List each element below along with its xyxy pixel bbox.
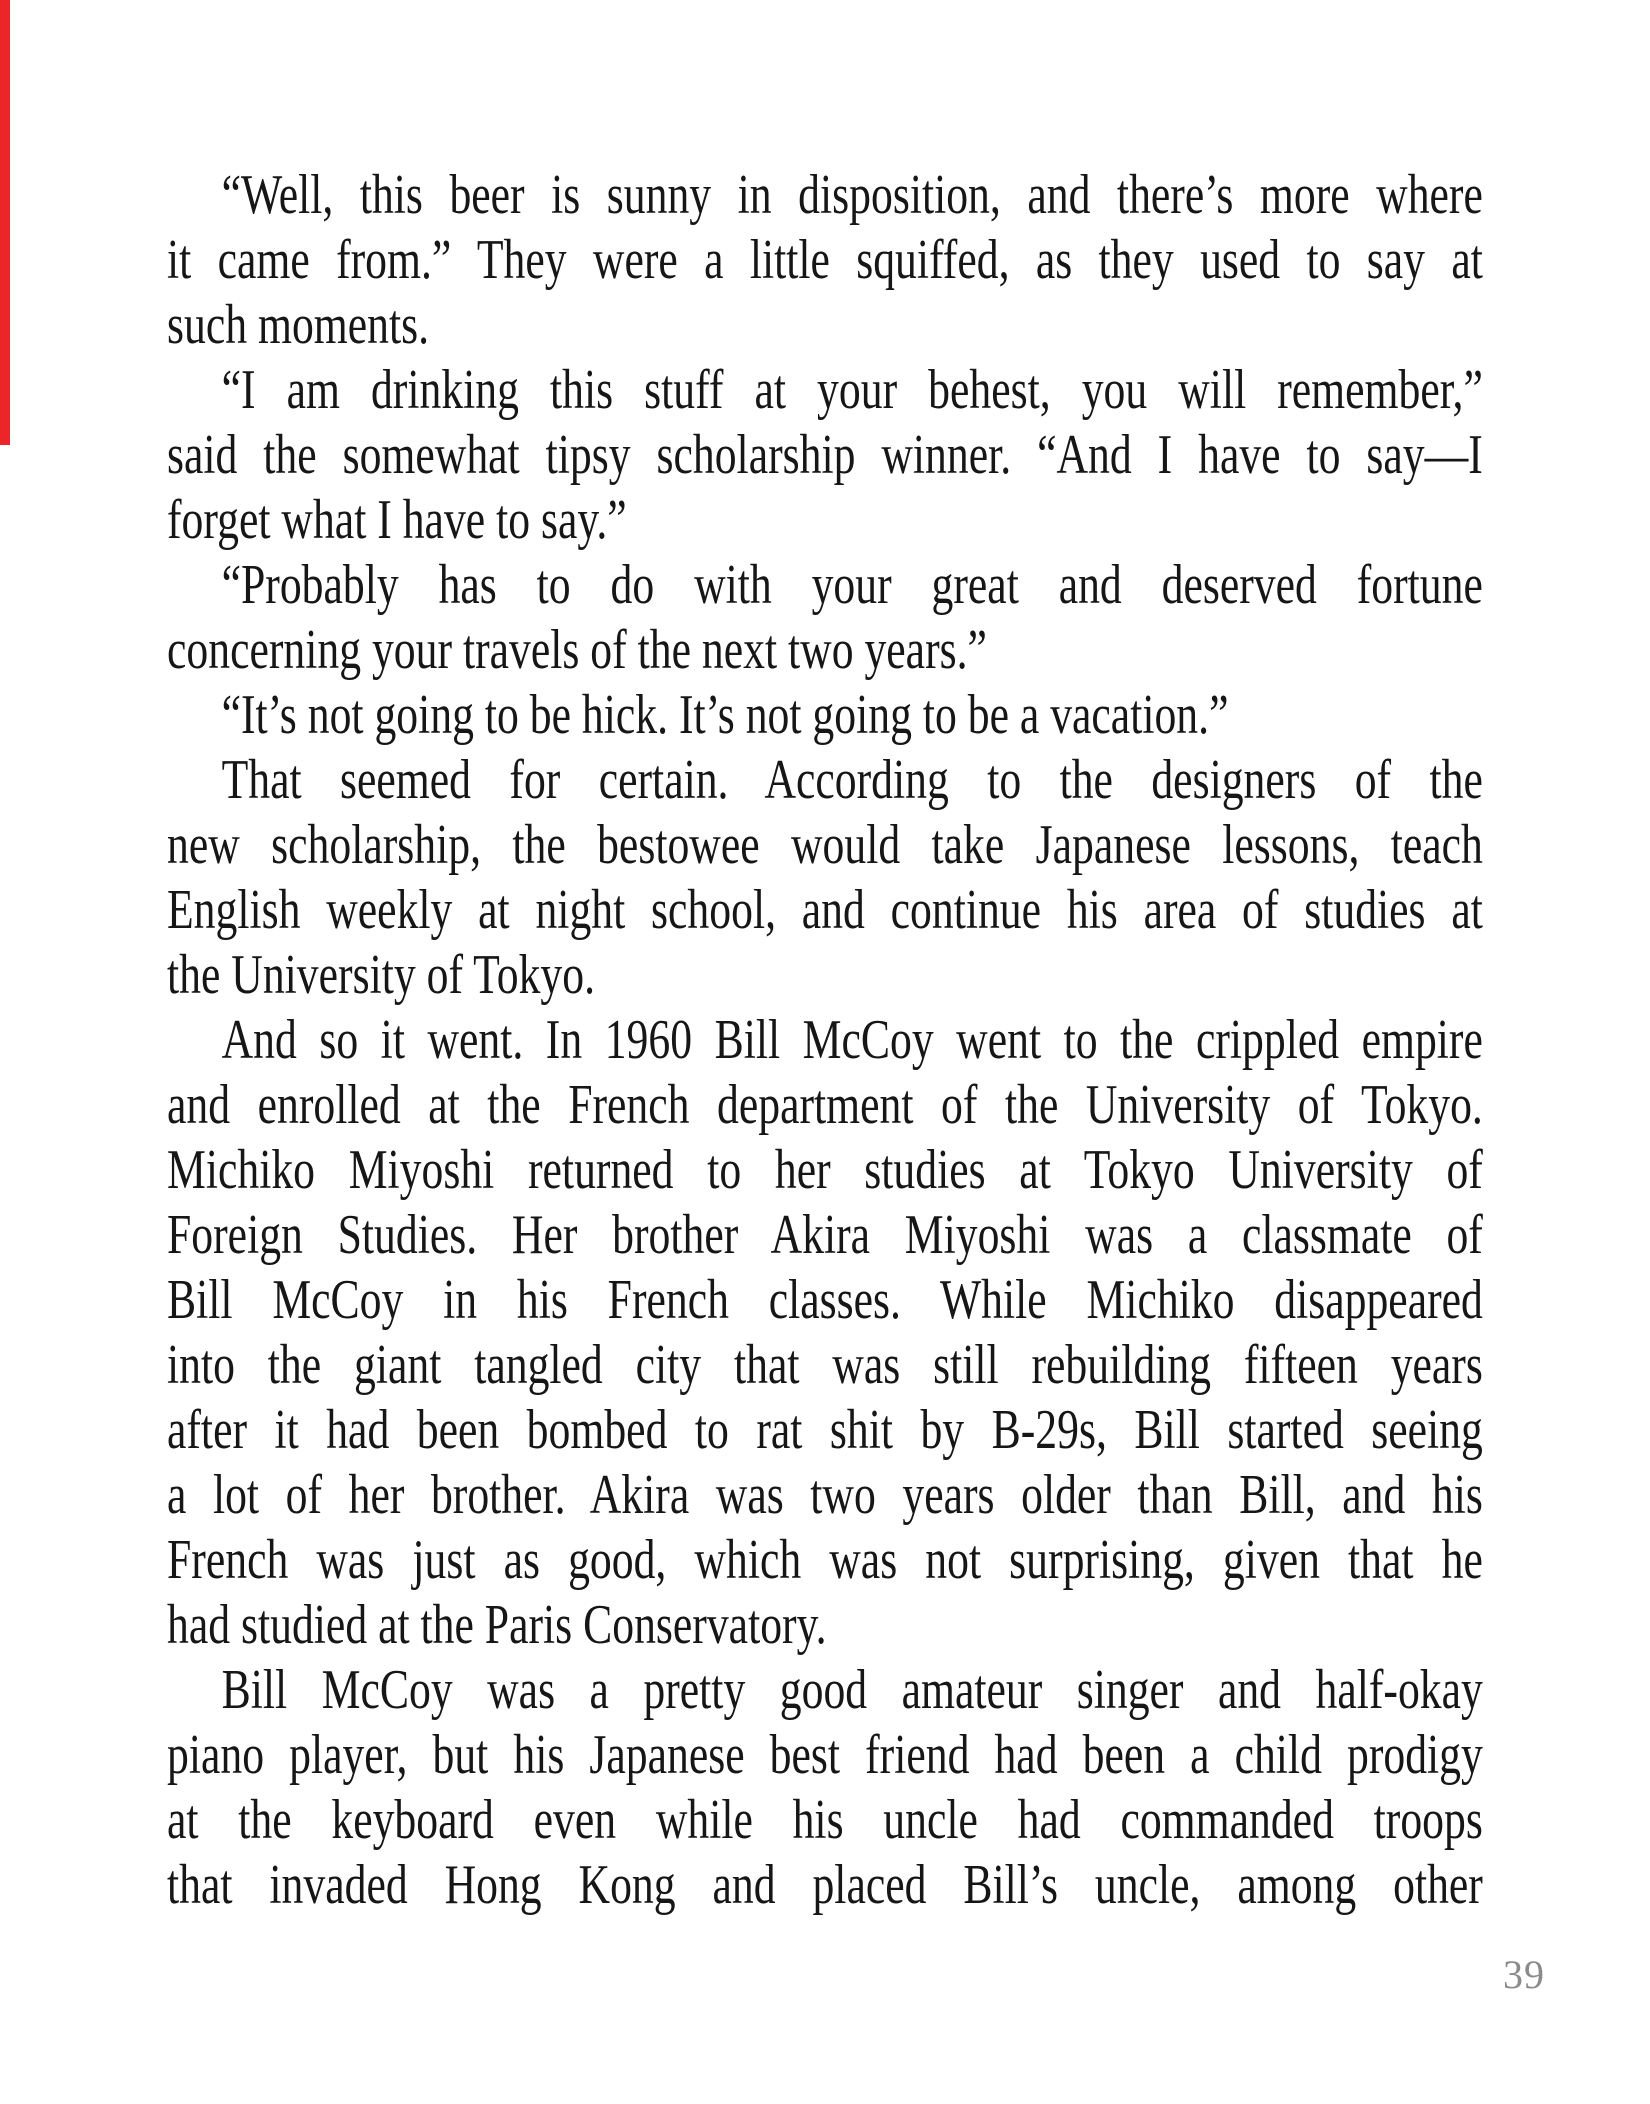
- text-line: “Probably has to do with your great and deserved fortune: [221, 554, 1483, 616]
- text-line: new scholarship, the bestowee would take Japanese lessons, teach: [167, 814, 1483, 876]
- body-text: [167, 163, 1483, 1918]
- text-line: English weekly at night school, and continue his area of studies at: [167, 879, 1483, 941]
- text-line: That seemed for certain. According to the designers of the: [221, 749, 1483, 811]
- text-line: concerning your travels of the next two years.”: [167, 619, 987, 681]
- text-line: piano player, but his Japanese best friend had been a child prodigy: [167, 1724, 1483, 1786]
- text-line: the University of Tokyo.: [167, 944, 596, 1006]
- text-line: at the keyboard even while his uncle had commanded troops: [167, 1789, 1483, 1851]
- text-line: forget what I have to say.”: [167, 489, 627, 551]
- text-line: Foreign Studies. Her brother Akira Miyoshi was a classmate of: [167, 1204, 1483, 1266]
- text-line: into the giant tangled city that was still rebuilding fifteen years: [167, 1334, 1483, 1396]
- text-line: said the somewhat tipsy scholarship winner. “And I have to say—I: [167, 424, 1483, 486]
- text-line: “It’s not going to be hick. It’s not going to be a vacation.”: [221, 684, 1229, 746]
- text-line: that invaded Hong Kong and placed Bill’s uncle, among other: [167, 1854, 1483, 1916]
- text-line: Michiko Miyoshi returned to her studies at Tokyo University of: [167, 1139, 1483, 1201]
- page-number: 39: [1503, 1952, 1545, 1997]
- text-line: a lot of her brother. Akira was two years older than Bill, and his: [167, 1464, 1483, 1526]
- text-line: French was just as good, which was not surprising, given that he: [167, 1529, 1483, 1591]
- text-line: such moments.: [167, 294, 430, 356]
- text-line: “Well, this beer is sunny in disposition, and there’s more where: [221, 164, 1483, 226]
- text-line: it came from.” They were a little squiffed, as they used to say at: [167, 229, 1483, 291]
- text-line: And so it went. In 1960 Bill McCoy went to the crippled empire: [221, 1009, 1483, 1071]
- text-line: Bill McCoy in his French classes. While Michiko disappeared: [167, 1269, 1483, 1331]
- text-line: and enrolled at the French department of the University of Tokyo.: [167, 1074, 1483, 1136]
- text-line: “I am drinking this stuff at your behest, you will remember,”: [221, 359, 1483, 421]
- text-line: had studied at the Paris Conservatory.: [167, 1594, 827, 1656]
- text-line: Bill McCoy was a pretty good amateur singer and half-okay: [221, 1659, 1483, 1721]
- text-line: after it had been bombed to rat shit by B-29s, Bill started seeing: [167, 1399, 1483, 1461]
- scroll-position-indicator[interactable]: [0, 0, 10, 445]
